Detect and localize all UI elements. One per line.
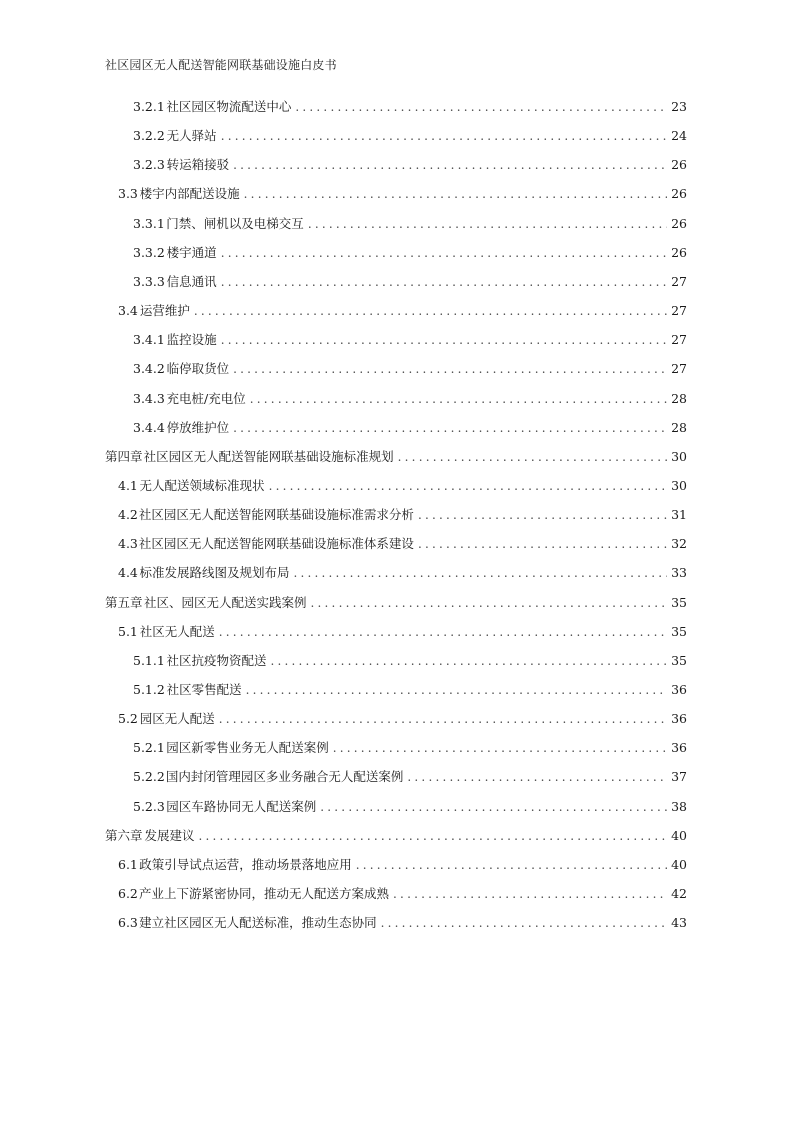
toc-entry-title: 社区园区物流配送中心	[166, 99, 292, 114]
toc-dot-leader	[246, 679, 667, 701]
toc-entry-page: 35	[671, 652, 687, 668]
toc-entry-page: 30	[671, 477, 687, 493]
toc-dot-leader	[250, 388, 667, 410]
toc-entry[interactable]	[133, 417, 687, 439]
toc-entry-page: 40	[671, 827, 687, 843]
toc-entry[interactable]	[118, 533, 687, 555]
toc-entry-page: 40	[671, 856, 687, 872]
toc-entry-number: 3.4.1	[133, 332, 165, 348]
toc-dot-leader	[221, 125, 667, 147]
toc-dot-leader	[308, 213, 667, 235]
toc-entry-title: 楼宇内部配送设施	[139, 186, 240, 202]
toc-dot-leader	[270, 650, 667, 672]
toc-dot-leader	[418, 504, 667, 526]
toc-entry-title: 园区新零售业务无人配送案例	[166, 740, 329, 756]
toc-entry-number: 3.4	[118, 303, 138, 319]
toc-entry-number: 4.2	[118, 507, 138, 523]
toc-entry-number: 6.3	[118, 915, 138, 931]
toc-entry-number: 4.1	[118, 477, 138, 493]
toc-entry[interactable]	[105, 592, 687, 614]
toc-entry-title: 发展建议	[144, 827, 195, 843]
toc-entry-title: 信息通讯	[166, 273, 217, 289]
toc-entry[interactable]	[118, 708, 687, 730]
toc-entry[interactable]	[133, 737, 687, 759]
toc-entry-number: 5.1.1	[133, 652, 165, 668]
toc-entry-title: 社区园区无人配送智能网联基础设施标准需求分析	[138, 507, 414, 523]
toc-dot-leader	[233, 358, 667, 380]
toc-entry[interactable]	[133, 650, 687, 672]
toc-entry-number: 第五章	[105, 594, 143, 610]
toc-entry-number: 4.3	[118, 536, 138, 552]
toc-dot-leader	[293, 562, 667, 584]
toc-entry-title: 临停取货位	[166, 361, 230, 377]
toc-entry-page: 27	[671, 361, 687, 377]
toc-entry-page: 26	[671, 157, 687, 173]
toc-entry-number: 3.2.3	[133, 157, 165, 173]
toc-dot-leader	[320, 796, 667, 818]
toc-entry-page: 42	[671, 886, 687, 902]
toc-entry-title: 转运箱接驳	[166, 157, 230, 173]
toc-entry-page: 36	[671, 711, 687, 727]
toc-entry-page: 37	[671, 769, 687, 785]
toc-entry[interactable]	[118, 883, 687, 905]
toc-entry-number: 第四章	[105, 448, 143, 464]
toc-entry[interactable]	[105, 446, 687, 468]
toc-entry-page: 30	[671, 448, 687, 464]
toc-entry[interactable]	[133, 213, 687, 235]
toc-entry-page: 28	[671, 419, 687, 435]
toc-entry-title: 产业上下游紧密协同，推动无人配送方案成熟	[139, 886, 390, 902]
toc-entry-title: 社区零售配送	[166, 682, 242, 697]
toc-entry[interactable]	[133, 796, 687, 818]
toc-entry-number: 3.2.2	[133, 128, 165, 144]
toc-entry-title: 楼宇通道	[166, 244, 217, 260]
toc-entry-number: 第六章	[105, 827, 143, 843]
toc-dot-leader	[393, 883, 667, 905]
toc-entry[interactable]	[105, 825, 687, 847]
toc-entry[interactable]	[118, 504, 687, 526]
toc-entry-number: 3.3.3	[133, 273, 165, 289]
toc-entry-number: 6.2	[118, 886, 138, 902]
toc-entry[interactable]	[133, 242, 687, 264]
toc-entry[interactable]	[118, 854, 687, 876]
toc-dot-leader	[219, 621, 667, 643]
toc-entry-number: 5.1.2	[133, 682, 165, 697]
toc-dot-leader	[381, 912, 667, 934]
toc-entry[interactable]	[133, 766, 687, 788]
toc-entry-page: 26	[671, 215, 687, 231]
toc-entry-title: 运营维护	[139, 303, 190, 319]
toc-entry-page: 28	[671, 390, 687, 406]
toc-entry[interactable]	[133, 679, 687, 701]
toc-entry-title: 无人配送领域标准现状	[139, 477, 265, 493]
running-header: 社区园区无人配送智能网联基础设施白皮书	[105, 58, 337, 72]
toc-entry[interactable]	[133, 125, 687, 147]
toc-entry-page: 27	[671, 303, 687, 319]
toc-entry-number: 5.2	[118, 711, 138, 727]
toc-entry[interactable]	[133, 329, 687, 351]
toc-entry[interactable]	[133, 154, 687, 176]
toc-entry-number: 3.4.2	[133, 361, 165, 377]
toc-dot-leader	[194, 300, 667, 322]
toc-entry[interactable]	[118, 475, 687, 497]
toc-entry[interactable]	[133, 271, 687, 293]
toc-entry-page: 33	[671, 565, 687, 581]
toc-entry-number: 3.4.3	[133, 390, 165, 406]
toc-entry[interactable]	[118, 183, 687, 205]
toc-entry-page: 36	[671, 682, 687, 697]
toc-entry-title: 门禁、闸机以及电梯交互	[166, 215, 304, 231]
toc-dot-leader	[418, 533, 667, 555]
toc-dot-leader	[233, 154, 667, 176]
toc-entry[interactable]	[133, 96, 687, 118]
toc-entry-page: 27	[671, 332, 687, 348]
toc-entry-title: 政策引导试点运营，推动场景落地应用	[139, 856, 352, 872]
toc-dot-leader	[333, 737, 667, 759]
toc-entry[interactable]	[118, 621, 687, 643]
toc-entry-title: 社区园区无人配送智能网联基础设施标准体系建设	[138, 536, 414, 552]
toc-entry[interactable]	[133, 358, 687, 380]
toc-entry-title: 社区园区无人配送智能网联基础设施标准规划	[143, 448, 394, 464]
toc-entry-title: 建立社区园区无人配送标准，推动生态协同	[139, 915, 377, 931]
toc-entry-title: 标准发展路线图及规划布局	[139, 565, 290, 581]
toc-entry-page: 38	[671, 798, 687, 814]
toc-entry-number: 3.2.1	[133, 99, 165, 114]
toc-entry-title: 社区无人配送	[139, 623, 215, 639]
toc-entry-page: 36	[671, 740, 687, 756]
toc-dot-leader	[398, 446, 667, 468]
toc-entry-title: 充电桩/充电位	[166, 390, 246, 406]
toc-dot-leader	[244, 183, 667, 205]
toc-entry-number: 5.2.3	[133, 798, 165, 814]
toc-dot-leader	[219, 708, 667, 730]
toc-entry-page: 24	[671, 128, 687, 144]
toc-entry-page: 35	[671, 623, 687, 639]
toc-dot-leader	[198, 825, 667, 847]
toc-entry-title: 园区车路协同无人配送案例	[166, 798, 317, 814]
toc-entry-page: 26	[671, 186, 688, 202]
toc-entry-title: 监控设施	[166, 332, 217, 348]
toc-entry-page: 31	[671, 507, 687, 523]
toc-entry-title: 无人驿站	[166, 128, 217, 144]
toc-entry-page: 32	[671, 536, 687, 552]
toc-entry-page: 43	[671, 915, 687, 931]
toc-entry[interactable]	[118, 912, 687, 934]
toc-entry-page: 26	[671, 244, 687, 260]
toc-entry-page: 27	[671, 273, 687, 289]
toc-entry-page: 23	[671, 99, 687, 114]
toc-dot-leader	[311, 592, 667, 614]
toc-entry-title: 国内封闭管理园区多业务融合无人配送案例	[165, 769, 404, 785]
toc-entry-number: 6.1	[118, 856, 138, 872]
toc-dot-leader	[356, 854, 667, 876]
toc-entry-number: 3.3.1	[133, 215, 165, 231]
toc-entry-number: 5.2.1	[133, 740, 165, 756]
toc-dot-leader	[269, 475, 667, 497]
toc-entry-title: 社区、园区无人配送实践案例	[144, 594, 307, 610]
toc-entry-number: 5.1	[118, 623, 138, 639]
toc-dot-leader	[295, 96, 667, 118]
toc-dot-leader	[407, 766, 667, 788]
toc-entry[interactable]	[118, 300, 687, 322]
toc-entry[interactable]	[133, 388, 687, 410]
toc-entry-title: 停放维护位	[166, 419, 230, 435]
toc-entry-page: 35	[671, 594, 687, 610]
toc-entry-number: 3.3	[118, 186, 138, 202]
toc-entry-title: 园区无人配送	[139, 711, 215, 727]
toc-dot-leader	[221, 271, 667, 293]
toc-dot-leader	[221, 242, 667, 264]
toc-entry[interactable]	[118, 562, 687, 584]
toc-entry-number: 3.3.2	[133, 244, 165, 260]
toc-entry-title: 社区抗疫物资配送	[166, 652, 267, 668]
toc-entry-number: 4.4	[118, 565, 138, 581]
toc-entry-number: 3.4.4	[133, 419, 165, 435]
toc-dot-leader	[233, 417, 667, 439]
toc-entry-number: 5.2.2	[133, 769, 165, 785]
toc-dot-leader	[221, 329, 667, 351]
